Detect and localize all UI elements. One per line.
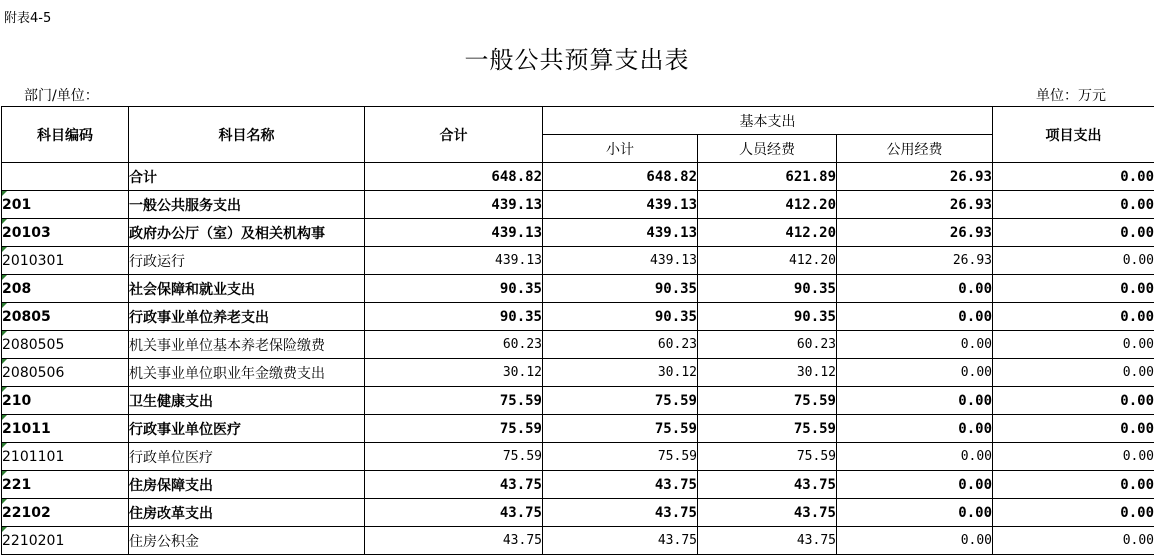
header-project: 项目支出 [993,107,1154,163]
subtotal-cell: 439.13 [543,219,698,247]
budget-table [1,106,1154,555]
name-cell: 住房保障支出 [129,471,365,499]
name-cell: 机关事业单位基本养老保险缴费 [129,331,365,359]
table-row [2,443,1154,471]
name-cell: 行政运行 [129,247,365,275]
personnel-cell: 75.59 [698,443,837,471]
header-public: 公用经费 [837,135,993,163]
total-cell: 439.13 [365,191,543,219]
name-cell: 住房公积金 [129,527,365,555]
code-cell: 221 [2,471,129,499]
name-cell: 合计 [129,163,365,191]
personnel-cell: 90.35 [698,303,837,331]
personnel-cell: 412.20 [698,191,837,219]
name-cell: 政府办公厅（室）及相关机构事 [129,219,365,247]
total-cell: 75.59 [365,387,543,415]
subtotal-cell: 75.59 [543,443,698,471]
subtotal-cell: 439.13 [543,191,698,219]
total-cell: 90.35 [365,275,543,303]
table-row [2,359,1154,387]
public-cell: 26.93 [837,163,993,191]
subtotal-cell: 90.35 [543,275,698,303]
total-cell: 43.75 [365,499,543,527]
unit-label: 单位：万元 [1036,88,1106,104]
table-row [2,219,1154,247]
project-cell: 0.00 [993,527,1154,555]
subtotal-cell: 43.75 [543,471,698,499]
public-cell: 26.93 [837,191,993,219]
public-cell: 0.00 [837,527,993,555]
code-cell: 2210201 [2,527,129,555]
public-cell: 0.00 [837,387,993,415]
project-cell: 0.00 [993,163,1154,191]
personnel-cell: 412.20 [698,219,837,247]
project-cell: 0.00 [993,359,1154,387]
subtotal-cell: 30.12 [543,359,698,387]
public-cell: 0.00 [837,303,993,331]
personnel-cell: 75.59 [698,387,837,415]
code-cell: 20103 [2,219,129,247]
public-cell: 0.00 [837,499,993,527]
personnel-cell: 90.35 [698,275,837,303]
project-cell: 0.00 [993,303,1154,331]
public-cell: 0.00 [837,471,993,499]
total-cell: 90.35 [365,303,543,331]
department-label: 部门/单位： [24,88,99,104]
public-cell: 26.93 [837,247,993,275]
name-cell: 机关事业单位职业年金缴费支出 [129,359,365,387]
attachment-label: 附表4-5 [4,11,52,26]
table-row [2,163,1154,191]
header-total: 合计 [365,107,543,163]
code-cell: 22102 [2,499,129,527]
name-cell: 卫生健康支出 [129,387,365,415]
personnel-cell: 43.75 [698,499,837,527]
total-cell: 43.75 [365,471,543,499]
project-cell: 0.00 [993,471,1154,499]
header-basic: 基本支出 [543,107,993,135]
code-cell: 208 [2,275,129,303]
total-cell: 75.59 [365,415,543,443]
project-cell: 0.00 [993,191,1154,219]
table-row [2,387,1154,415]
page-title: 一般公共预算支出表 [464,46,690,74]
table-row [2,499,1154,527]
personnel-cell: 621.89 [698,163,837,191]
project-cell: 0.00 [993,387,1154,415]
code-cell: 210 [2,387,129,415]
personnel-cell: 60.23 [698,331,837,359]
table-row [2,471,1154,499]
personnel-cell: 30.12 [698,359,837,387]
table-row [2,331,1154,359]
subtotal-cell: 648.82 [543,163,698,191]
name-cell: 行政单位医疗 [129,443,365,471]
subtotal-cell: 75.59 [543,415,698,443]
personnel-cell: 412.20 [698,247,837,275]
project-cell: 0.00 [993,275,1154,303]
subtotal-cell: 43.75 [543,527,698,555]
subtotal-cell: 439.13 [543,247,698,275]
subtotal-cell: 75.59 [543,387,698,415]
code-cell: 2080505 [2,331,129,359]
code-cell: 20805 [2,303,129,331]
total-cell: 30.12 [365,359,543,387]
code-cell: 21011 [2,415,129,443]
name-cell: 一般公共服务支出 [129,191,365,219]
code-cell: 2010301 [2,247,129,275]
personnel-cell: 43.75 [698,471,837,499]
public-cell: 26.93 [837,219,993,247]
subtotal-cell: 90.35 [543,303,698,331]
total-cell: 439.13 [365,219,543,247]
project-cell: 0.00 [993,499,1154,527]
public-cell: 0.00 [837,415,993,443]
total-cell: 439.13 [365,247,543,275]
personnel-cell: 43.75 [698,527,837,555]
table-row [2,191,1154,219]
project-cell: 0.00 [993,443,1154,471]
subtotal-cell: 60.23 [543,331,698,359]
public-cell: 0.00 [837,331,993,359]
code-cell [2,163,129,191]
project-cell: 0.00 [993,247,1154,275]
table-row [2,303,1154,331]
name-cell: 行政事业单位医疗 [129,415,365,443]
total-cell: 43.75 [365,527,543,555]
name-cell: 住房改革支出 [129,499,365,527]
table-row [2,527,1154,555]
total-cell: 648.82 [365,163,543,191]
table-row [2,415,1154,443]
code-cell: 2101101 [2,443,129,471]
project-cell: 0.00 [993,219,1154,247]
name-cell: 社会保障和就业支出 [129,275,365,303]
project-cell: 0.00 [993,415,1154,443]
table-row [2,247,1154,275]
total-cell: 60.23 [365,331,543,359]
code-cell: 2080506 [2,359,129,387]
total-cell: 75.59 [365,443,543,471]
header-name: 科目名称 [129,107,365,163]
subtotal-cell: 43.75 [543,499,698,527]
personnel-cell: 75.59 [698,415,837,443]
public-cell: 0.00 [837,275,993,303]
table-row [2,275,1154,303]
public-cell: 0.00 [837,359,993,387]
project-cell: 0.00 [993,331,1154,359]
code-cell: 201 [2,191,129,219]
name-cell: 行政事业单位养老支出 [129,303,365,331]
header-subtotal: 小计 [543,135,698,163]
header-personnel: 人员经费 [698,135,837,163]
header-code: 科目编码 [2,107,129,163]
public-cell: 0.00 [837,443,993,471]
